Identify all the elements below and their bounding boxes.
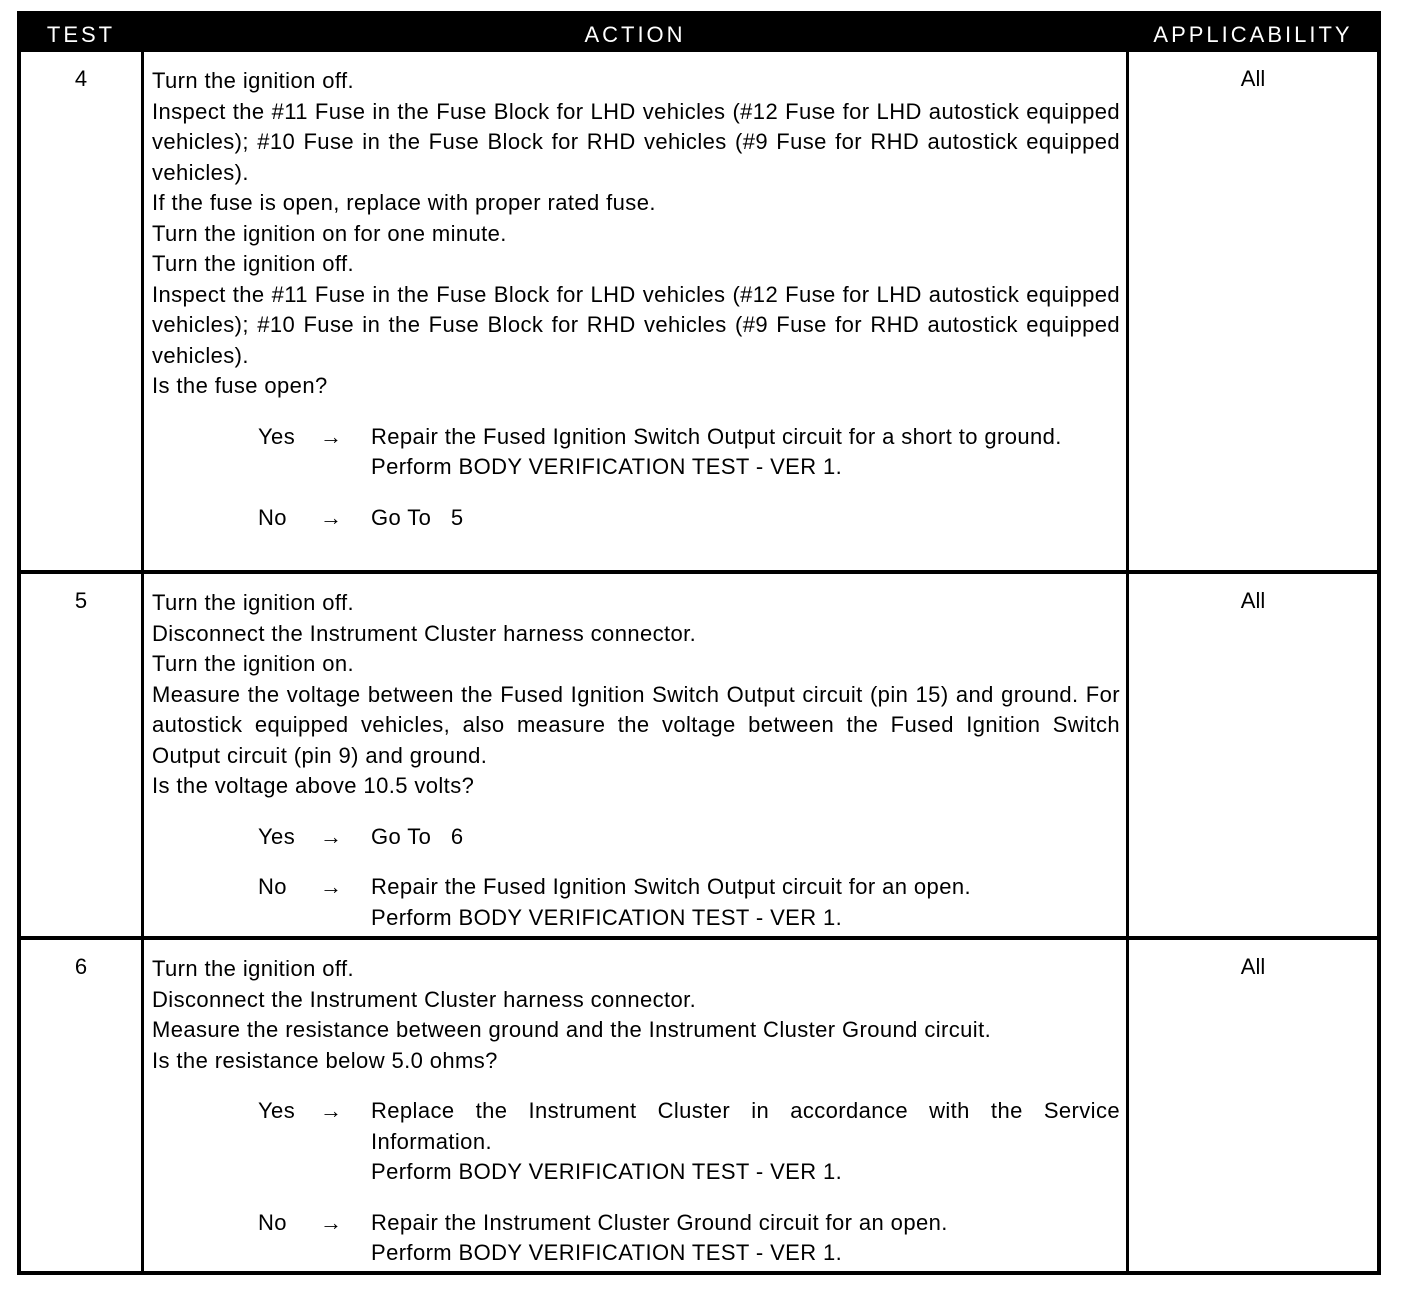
response-line: Go To 6 xyxy=(371,823,464,849)
yes-response xyxy=(152,1096,1120,1188)
step: Turn the ignition off. xyxy=(152,590,355,615)
step: Measure the resistance between ground and the Instrument Cluster Ground circuit. xyxy=(152,1017,992,1042)
action-cell xyxy=(152,588,1120,933)
arrow-icon: → xyxy=(320,504,343,530)
step: Disconnect the Instrument Cluster harness connector. xyxy=(152,620,697,646)
header-applicability: APPLICABILITY xyxy=(1153,22,1353,47)
arrow-icon: → xyxy=(320,1098,343,1123)
arrow-icon: → xyxy=(320,823,343,849)
arrow-icon: → xyxy=(320,1209,343,1235)
response-line: Perform BODY VERIFICATION TEST - VER 1. xyxy=(371,904,843,930)
step: Turn the ignition on for one minute. xyxy=(152,220,507,246)
applicability-value: All xyxy=(1240,588,1266,613)
step: Turn the ignition on. xyxy=(152,651,355,676)
test-number: 5 xyxy=(74,588,88,613)
applicability-value: All xyxy=(1240,66,1266,91)
step: Disconnect the Instrument Cluster harness connector. xyxy=(152,986,697,1012)
header-test: TEST xyxy=(46,22,116,47)
response-line: Repair the Instrument Cluster Ground circuit for an open. xyxy=(371,1209,948,1235)
table-row xyxy=(21,52,1377,570)
no-label: No xyxy=(258,1209,287,1235)
response-line: Repair the Fused Ignition Switch Output circuit for a short to ground. xyxy=(371,423,1062,449)
response-line: Perform BODY VERIFICATION TEST - VER 1. xyxy=(371,1159,843,1184)
response-line: Perform BODY VERIFICATION TEST - VER 1. xyxy=(371,1240,843,1265)
step: Inspect the #11 Fuse in the Fuse Block for LHD vehicles (#12 Fuse for LHD autostick equipped vehicles); #10 Fuse in the Fuse Block for RHD vehicles (#9 Fuse for RHD autostick equipped vehicles). xyxy=(152,98,1120,185)
step: Turn the ignition off. xyxy=(152,251,355,276)
no-response xyxy=(152,1208,1120,1269)
yes-response xyxy=(152,422,1120,483)
test-number: 6 xyxy=(74,954,88,979)
step: Turn the ignition off. xyxy=(152,956,355,981)
step: If the fuse is open, replace with proper rated fuse. xyxy=(152,190,656,215)
table-row xyxy=(21,570,1377,936)
yes-label: Yes xyxy=(258,823,296,849)
yes-label: Yes xyxy=(258,1098,296,1123)
yes-label: Yes xyxy=(258,423,296,449)
step: Is the fuse open? xyxy=(152,373,328,398)
response-line: Repair the Fused Ignition Switch Output circuit for an open. xyxy=(371,874,971,899)
no-label: No xyxy=(258,874,287,899)
no-response xyxy=(152,872,1120,933)
action-cell xyxy=(152,66,1120,533)
diagnostic-test-table xyxy=(17,11,1381,1275)
response-line: Perform BODY VERIFICATION TEST - VER 1. xyxy=(371,454,843,479)
applicability-value: All xyxy=(1240,954,1266,979)
action-cell xyxy=(152,954,1120,1269)
step: Is the resistance below 5.0 ohms? xyxy=(152,1047,498,1073)
no-label: No xyxy=(258,504,287,530)
header-action: ACTION xyxy=(584,22,686,47)
test-number: 4 xyxy=(74,66,88,91)
step: Turn the ignition off. xyxy=(152,68,355,93)
arrow-icon: → xyxy=(320,874,343,899)
step: Inspect the #11 Fuse in the Fuse Block for LHD vehicles (#12 Fuse for LHD autostick equipped vehicles); #10 Fuse in the Fuse Block for RHD vehicles (#9 Fuse for RHD autostick equipped vehicles). xyxy=(152,281,1120,368)
response-line: Replace the Instrument Cluster in accordance with the Service Information. xyxy=(371,1098,1120,1154)
arrow-icon: → xyxy=(320,423,343,449)
step: Measure the voltage between the Fused Ignition Switch Output circuit (pin 15) and ground. For autostick equipped vehicles, also measure the voltage between the Fused Ignition Switch Output circuit (pin 9) and ground. xyxy=(152,681,1120,768)
table-row xyxy=(21,936,1377,1271)
table-header xyxy=(21,15,1377,52)
no-response xyxy=(152,503,1120,534)
step: Is the voltage above 10.5 volts? xyxy=(152,773,475,798)
response-line: Go To 5 xyxy=(371,504,464,530)
yes-response xyxy=(152,822,1120,853)
